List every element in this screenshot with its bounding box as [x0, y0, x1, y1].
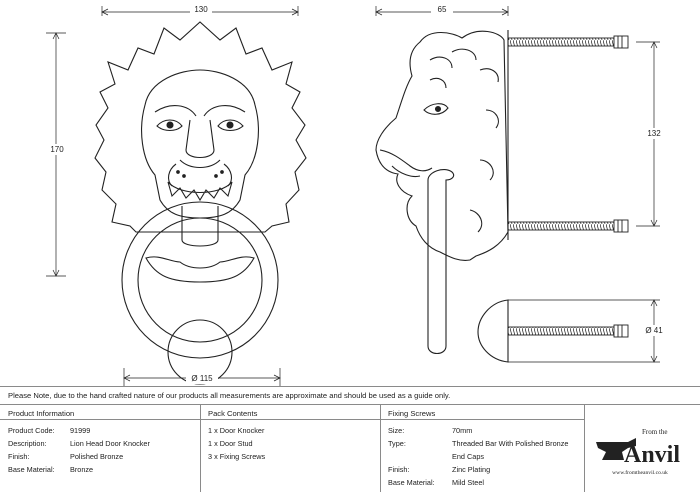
description-value: Lion Head Door Knocker: [70, 439, 150, 448]
dim-screw-spacing: 132: [647, 129, 661, 138]
fixing-screws-side: [508, 36, 628, 337]
lion-side-outline: [376, 31, 508, 260]
base-material-value: Bronze: [70, 465, 94, 474]
screw-material-value: Mild Steel: [452, 478, 485, 487]
anvil-logo: [584, 420, 696, 484]
base-material-label: Base Material:: [8, 465, 55, 474]
screw-type-cont-value: End Caps: [452, 452, 485, 461]
screw-size-label: Size:: [388, 426, 405, 435]
screw-material-label: Base Material:: [388, 478, 435, 487]
pack-item: 1 x Door Stud: [208, 439, 253, 448]
door-stud-side: [478, 300, 508, 362]
product-code-label: Product Code:: [8, 426, 55, 435]
knocker-ring-inner: [138, 218, 262, 342]
lion-face-outline: [142, 70, 259, 218]
screw-type-label: Type:: [388, 439, 406, 448]
logo-name: Anvil: [624, 442, 681, 468]
dim-front-height: 170: [50, 145, 64, 154]
product-info-panel: [0, 405, 201, 492]
dim-front-width: 130: [194, 5, 208, 14]
logo-from-the: From the: [642, 428, 668, 436]
dim-side-depth: 65: [437, 5, 447, 14]
finish-value: Polished Bronze: [70, 452, 124, 461]
fixing-screws-heading: Fixing Screws: [388, 409, 436, 418]
knocker-ring-outer: [122, 202, 278, 358]
front-view: [95, 22, 306, 384]
divider-top: [0, 386, 700, 387]
pack-item: 1 x Door Knocker: [208, 426, 265, 435]
pack-contents-heading: Pack Contents: [208, 409, 258, 418]
knocker-ring-side: [428, 170, 454, 354]
lion-mane-outline: [95, 22, 306, 232]
pack-contents-panel: [200, 405, 381, 492]
screw-finish-value: Zinc Plating: [452, 465, 491, 474]
disclaimer-note: Please Note, due to the hand crafted nature of our products all measurements are approximate and should be used as a guide only.: [8, 391, 451, 400]
pack-item: 3 x Fixing Screws: [208, 452, 266, 461]
finish-label: Finish:: [8, 452, 30, 461]
screw-size-value: 70mm: [452, 426, 473, 435]
logo-url: www.fromtheanvil.co.uk: [612, 470, 668, 476]
dim-ring-diameter: Ø 115: [191, 374, 213, 383]
screw-type-value: Threaded Bar With Polished Bronze: [452, 439, 569, 448]
side-view: [376, 30, 508, 362]
dim-stud-diameter: Ø 41: [645, 326, 663, 335]
screw-finish-label: Finish:: [388, 465, 410, 474]
product-code-value: 91999: [70, 426, 91, 435]
description-label: Description:: [8, 439, 47, 448]
product-info-heading: Product Information: [8, 409, 75, 418]
